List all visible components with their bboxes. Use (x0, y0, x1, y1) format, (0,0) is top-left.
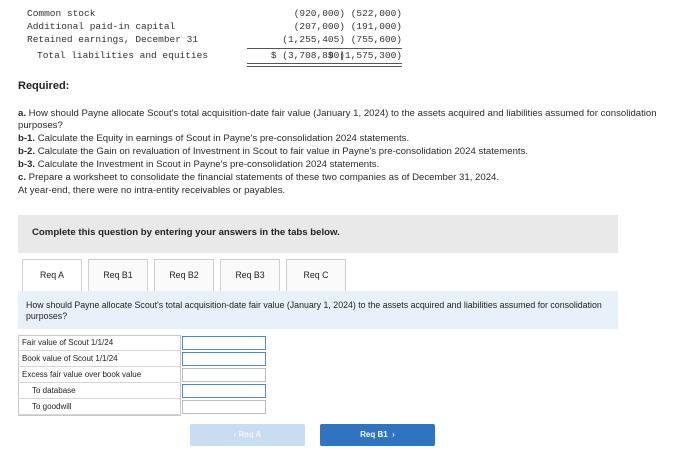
row-label: Additional paid-in capital (27, 21, 176, 32)
next-label: Req B1 (360, 430, 388, 439)
table-row (18, 351, 268, 367)
instructions-banner (18, 215, 618, 253)
question-b2 (18, 146, 678, 158)
table-row (18, 383, 268, 399)
question-tag: c. (18, 172, 27, 183)
subtotal-rule (247, 48, 402, 49)
required-heading: Required: (18, 80, 70, 92)
fair-value-input[interactable] (182, 336, 266, 350)
question-text: Calculate the Equity in earnings of Scout in Payne's pre-consolidation 2024 statements. (35, 133, 410, 144)
prev-button[interactable] (190, 424, 305, 446)
question-c (18, 172, 678, 184)
question-b1 (18, 133, 678, 145)
row-label: Retained earnings, December 31 (27, 34, 199, 45)
statement-row (27, 21, 407, 34)
table-row (18, 335, 268, 351)
tab-req-b1[interactable]: Req B1 (88, 259, 148, 292)
row-label: Book value of Scout 1/1/24 (18, 351, 181, 367)
row-label: Common stock (27, 8, 96, 19)
banner-text: Complete this question by entering your answers in the tabs below. (32, 227, 340, 238)
tab-question-panel (18, 291, 618, 329)
value-col1: (207,000) (293, 21, 345, 32)
value-col1: (1,255,405) (282, 34, 345, 45)
tab-req-b3[interactable]: Req B3 (220, 259, 280, 292)
question-tag: a. (18, 108, 27, 119)
tab-req-c[interactable]: Req C (286, 259, 346, 292)
tab-req-b2[interactable]: Req B2 (154, 259, 214, 292)
row-label: Fair value of Scout 1/1/24 (18, 335, 181, 351)
value-col2: $ (1,575,300) (327, 50, 402, 61)
value-col2: (755,600) (350, 34, 402, 45)
statement-row (27, 8, 407, 21)
question-text: Calculate the Investment in Scout in Payne's pre-consolidation 2024 statements. (35, 159, 380, 170)
value-col2: (522,000) (350, 8, 402, 19)
row-label: Excess fair value over book value (18, 367, 181, 383)
chevron-left-icon: ‹ (233, 430, 239, 439)
statement-total-row (27, 50, 407, 63)
question-text: Calculate the Gain on revaluation of Investment in Scout to fair value in Payne's pre-consolidation 2024 statements. (35, 146, 529, 157)
panel-question-text: How should Payne allocate Scout's total acquisition-date fair value (January 1, 2024) to the assets acquired and liabilities assumed for consolidation purposes? (26, 300, 602, 321)
question-note: At year-end, there were no intra-entity receivables or payables. (18, 185, 286, 196)
row-label: To database (18, 383, 181, 399)
table-row (18, 399, 268, 415)
statement-row (27, 34, 407, 47)
question-text: How should Payne allocate Scout's total acquisition-date fair value (January 1, 2024) to the assets acquired and liabilities assumed for consolidation purposes? (18, 108, 657, 131)
question-tag: b-3. (18, 159, 36, 170)
book-value-input[interactable] (182, 352, 266, 366)
excess-value-input[interactable] (182, 368, 266, 382)
row-label: To goodwill (18, 399, 181, 415)
row-label: Total liabilities and equities (37, 50, 209, 61)
question-tag: b-2. (18, 146, 36, 157)
prev-label: Req A (238, 430, 262, 439)
question-text: Prepare a worksheet to consolidate the financial statements of these two companies as of December 31, 2024. (26, 172, 500, 183)
question-a (18, 108, 678, 132)
next-button[interactable] (320, 424, 435, 446)
value-col1: $ (3,708,890) (270, 50, 345, 61)
chevron-right-icon: › (387, 430, 395, 439)
tab-req-a[interactable]: Req A (22, 259, 82, 292)
database-input[interactable] (182, 384, 266, 398)
table-row (18, 367, 268, 383)
value-col1: (920,000) (293, 8, 345, 19)
total-double-rule (247, 63, 402, 67)
goodwill-input[interactable] (182, 400, 266, 414)
value-col2: (191,000) (350, 21, 402, 32)
question-b3 (18, 159, 678, 171)
question-tag: b-1. (18, 133, 36, 144)
